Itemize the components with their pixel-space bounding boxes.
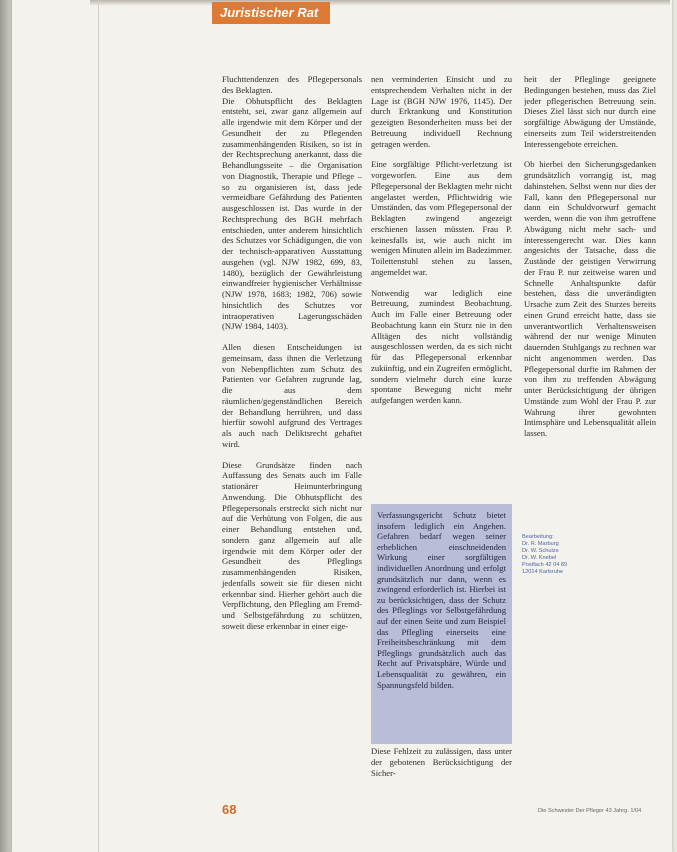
paragraph: Diese Grundsätze finden nach Auffassung des Senats auch im Falle stationärer Heimunterbringung Anwendung. Die Obhutspflicht des Pflegepersonals erstreckt sich nicht nur auf die Verhütung von Folgen, die aus einer Behandlung entstehen und, sondern ganz allgemein auf alle irgendwie mit dem Körper oder der Gesundheit des Pfleglings zusammenhängenden Risiken, jedenfalls soweit sie für diesen nicht erkennbar sind. Hierher gehört auch die Verpflichtung, den Pflegling am Fremd- und Selbstgefährdung zu schützen, soweit diese erkennbar in einer eige- — [222, 459, 362, 631]
highlight-text: Verfassungsgericht Schutz bietet insofern lediglich ein Angehen. Gefahren bedarf wegen seiner erheblichen einschneidenden Wirkung einer sorgfältigen individuellen Anordnung und erfolgt grundsätzlich nur dann, wenn es zwingend erforderlich ist. Hierbei ist zu berücksichtigen, dass der Schutz des Pfleglings vor Selbstgefährdung auf der einen Seite und zum Beispiel das Pflegling einerseits eine Freiheitsbeschränkung mit dem Pfleglings grundsätzlich auch das Recht auf Privatsphäre, Würde und Lebensqualität zu gewähren, ein Spannungsfeld bilden. — [377, 510, 506, 690]
text-column-1 — [222, 74, 362, 642]
page-number: 68 — [222, 802, 237, 817]
paragraph: Fluchttendenzen des Pflegepersonals des Beklagten. Die Obhutspflicht des Beklagten entsteht, sei, zwar ganz allgemein auf alle irgendwie mit dem Körper und der Gesundheit der zu Pflegenden zusammenhängenden Risiken, so ist in der Rechtsprechung anerkannt, dass die Behandlungsseite – die Organisation von Diagnostik, Therapie und Pflege – so zu organisieren ist, dass jede vermeidbare Gefährdung des Patienten ausgeschlossen ist. Das wurde in der Rechtsprechung des BGH mehrfach entschieden, unter anderem hinsichtlich des Schutzes vor Schädigungen, die von der technisch-apparativen Ausstattung ausgehen (vgl. NJW 1982, 699, 83, 1480), bezüglich der Gewährleistung einwandfreier hygienischer Verhältnisse (NJW 1978, 1683; 1982, 706) sowie hinsichtlich des Schutzes vor intraoperativen Lagerungsschäden (NJW 1984, 1403). — [222, 74, 362, 332]
paragraph: heit der Pfleglinge geeignete Bedingungen bestehen, muss das Ziel jeder pflegerischen Betreuung sein. Dieses Ziel lässt sich nur durch eine sorgfältige Abwägung der Umstände, einerseits zum Teil widerstreitenden Interessengebote erreichen. — [524, 74, 656, 149]
publication-footer: Die Schwester Der Pfleger 43 Jahrg. 1/04 — [538, 808, 642, 814]
page-gutter-line — [98, 0, 99, 852]
text-column-2 — [371, 74, 512, 416]
author-line: Bearbeitung: — [522, 534, 554, 540]
author-line: Dr. W. Knebel — [522, 555, 557, 561]
author-line: 12014 Karlsruhe — [522, 569, 564, 575]
author-info — [522, 534, 602, 576]
text-column-3 — [524, 74, 656, 454]
paragraph: Eine sorgfältige Pflicht-verletzung ist vorgeworfen. Eine aus dem Pflegepersonal der Beklagten mehr nicht angelastet werden, Pflichtwidrig wie Umständen, das vom Pflegepersonal der Beklagten zwingend angezeigt erschienen lassen müssten. Frau P. keinesfalls ist, wie auch nicht im wenigen Minuten allein im Badezimmer. Toilettenstuhl stehen zu lassen, angemeldet war. — [371, 159, 512, 277]
author-line: Postfach 42 04 89 — [522, 562, 568, 568]
paragraph: Diese Fehlzeit zu zulässigen, dass unter der gebotenen Berücksichtigung der Sicher- — [371, 746, 512, 778]
highlight-box — [371, 504, 512, 744]
paragraph: nen verminderten Einsicht und zu entsprechendem Verhalten nicht in der Lage ist (BGH NJW 1976, 1145). Der durch Erkrankung und Konstitution gezeigten Besonderheiten muss bei der Betreuung individuell Rechnung getragen werden. — [371, 74, 512, 149]
text-column-2-continued — [371, 746, 512, 778]
paragraph: Allen diesen Entscheidungen ist gemeinsam, dass ihnen die Verletzung von Nebenpflichten zum Schutz des Patienten vor Gefahren zugrunde lag, die aus dem räumlichen/gegenständlichen Bereich der Behandlung herrühren, und dass hierfür sowohl aufgrund des Vertrages als auch nach Deliktsrecht gehaftet wird. — [222, 342, 362, 449]
page-top-edge — [90, 0, 670, 6]
paragraph: Notwendig war lediglich eine Betreuung, zumindest Beobachtung. Auch im Falle einer Betreuung oder Beobachtung kann ein Sturz nie in den Alltägen des nicht vollständig ausgeschlossen werden, da es sich nicht für das Pflegepersonal erkennbar zukünftig, und ein Zugreifen ermöglicht, sondern vielmehr durch eine kurze spontane Bewegung nicht mehr aufgefangen werden kann. — [371, 287, 512, 405]
author-line: Dr. W. Schulze — [522, 548, 559, 554]
section-title: Juristischer Rat — [212, 2, 330, 24]
paragraph: Ob hierbei den Sicherungsgedanken grundsätzlich vorrangig ist, mag dahinstehen. Selbst wenn nur dies der Fall, kann den Pflegepersonal nur dann ein Schuldvorwurf gemacht werden, wenn die von ihm getroffene Abwägung nicht mehr sach- und interessengerecht war. Dies kann angesichts der Tatsache, dass die Zustände der geistigen Verwirrung der Frau P. nur zeitweise waren und Schnelle Anhaltspunkte dafür bestehen, dass die unverändigten Ursache zum Zeit des Sturzes bereits einen Grund erreicht hatte, dass sie unverantwortlich Verhaltensweisen während der nur wenige Minuten dauernden Stuhlgangs zu rechnen war nicht angenommen werden. Das Pflegepersonal durfte im Rahmen der von ihm zu treffenden Abwägung unter Berücksichtigung der übrigen Umstände zum Wohl der Frau P. zur Wahrung ihrer gewohnten Intimsphäre und Lebensqualität allein lassen. — [524, 159, 656, 438]
author-line: Dr. R. Marburg — [522, 541, 559, 547]
